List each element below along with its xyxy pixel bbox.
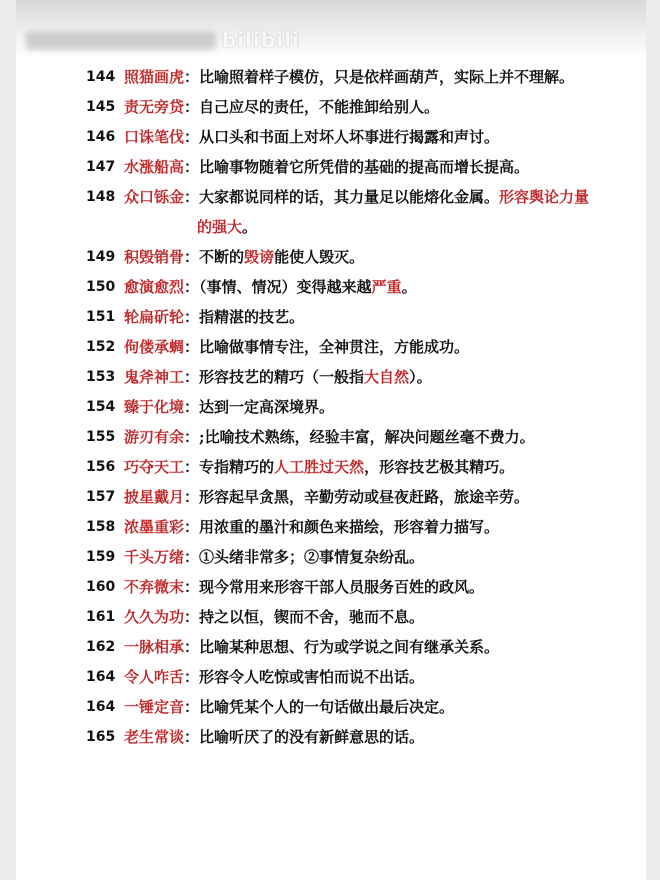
idiom-term: 照猫画虎 [124, 68, 185, 86]
entry-number: 154 [86, 399, 116, 415]
entry-number: 150 [86, 279, 116, 295]
definition-text: 比喻做事情专注，全神贯注，方能成功。 [199, 338, 470, 356]
list-item [86, 662, 634, 692]
entry-number: 144 [86, 69, 116, 85]
idiom-term: 千头万绪 [124, 548, 185, 566]
definition-text: 比喻凭某个人的一句话做出最后决定。 [199, 698, 455, 716]
entry-body [124, 362, 634, 392]
separator: ： [184, 608, 200, 626]
highlighted-text: 人工胜过天然 [274, 458, 365, 476]
highlighted-text: 大自然 [364, 368, 410, 386]
list-item [86, 122, 634, 152]
definition-text: 现今常用来形容干部人员服务百姓的政风。 [199, 578, 485, 596]
entry-body [124, 152, 634, 182]
idiom-term: 浓墨重彩 [124, 518, 185, 536]
separator: ： [184, 698, 200, 716]
separator: ： [184, 188, 200, 206]
idiom-term: 责无旁贷 [124, 98, 185, 116]
entry-number: 165 [86, 729, 116, 745]
list-item [86, 422, 634, 452]
definition-text: 。 [401, 278, 417, 296]
separator: ： [184, 398, 200, 416]
entry-number: 158 [86, 519, 116, 535]
separator: ： [184, 458, 200, 476]
entry-number: 151 [86, 309, 116, 325]
definition-text: 自己应尽的责任，不能推卸给别人。 [199, 98, 440, 116]
entry-body [124, 692, 634, 722]
list-item [86, 92, 634, 122]
definition-text: 不断的 [199, 248, 245, 266]
definition-text: 比喻听厌了的没有新鲜意思的话。 [199, 728, 425, 746]
separator: ： [184, 548, 200, 566]
entry-body [124, 332, 634, 362]
entry-body [124, 182, 634, 242]
idiom-term: 鬼斧神工 [124, 368, 185, 386]
list-item [86, 572, 634, 602]
definition-text: 用浓重的墨汁和颜色来描绘，形容着力描写。 [199, 518, 500, 536]
list-item [86, 392, 634, 422]
definition-text: 比喻照着样子模仿，只是依样画葫芦，实际上并不理解。 [199, 68, 575, 86]
entry-body [124, 422, 634, 452]
entry-number: 160 [86, 579, 116, 595]
idiom-term: 臻于化境 [124, 398, 185, 416]
definition-text: ）。 [409, 368, 432, 386]
separator: ： [184, 368, 200, 386]
idiom-term: 佝偻承蜩 [124, 338, 185, 356]
bilibili-logo: bilibili [222, 28, 300, 52]
idiom-term: 游刃有余 [124, 428, 185, 446]
entry-body [124, 122, 634, 152]
idiom-term: 众口铄金 [124, 188, 185, 206]
entry-number: 147 [86, 159, 116, 175]
definition-text: 持之以恒，锲而不舍，驰而不息。 [199, 608, 425, 626]
list-item [86, 722, 634, 752]
definition-text: 指精湛的技艺。 [199, 308, 305, 326]
entry-body [124, 512, 634, 542]
list-item [86, 452, 634, 482]
definition-text: 形容令人吃惊或害怕而说不出话。 [199, 668, 425, 686]
entry-number: 149 [86, 249, 116, 265]
list-item [86, 692, 634, 722]
list-item [86, 332, 634, 362]
list-item [86, 272, 634, 302]
separator: ： [184, 158, 200, 176]
definition-text: 能使人毁灭。 [274, 248, 365, 266]
idiom-term: 轮扁斫轮 [124, 308, 185, 326]
definition-continuation [124, 212, 634, 242]
separator: ： [184, 728, 200, 746]
list-item [86, 512, 634, 542]
definition-text: 大家都说同样的话，其力量足以能熔化金属。 [199, 188, 500, 206]
entry-number: 148 [86, 189, 116, 205]
definition-text: 从口头和书面上对坏人坏事进行揭露和声讨。 [199, 128, 500, 146]
list-item [86, 482, 634, 512]
entry-body [124, 602, 634, 632]
definition-text: 比喻某种思想、行为或学说之间有继承关系。 [199, 638, 500, 656]
definition-text: ;比喻技术熟练，经验丰富，解决问题丝毫不费力。 [199, 428, 535, 446]
entry-number: 164 [86, 699, 116, 715]
separator: ： [184, 278, 200, 296]
list-item [86, 152, 634, 182]
idiom-term: 老生常谈 [124, 728, 185, 746]
entry-body [124, 632, 634, 662]
idiom-term: 巧夺天工 [124, 458, 185, 476]
separator: ： [184, 308, 200, 326]
idiom-term: 披星戴月 [124, 488, 185, 506]
idiom-term: 一脉相承 [124, 638, 185, 656]
definition-text: 达到一定高深境界。 [199, 398, 335, 416]
entry-body [124, 482, 634, 512]
definition-text: 形容技艺的精巧（一般指 [199, 368, 365, 386]
entry-body [124, 452, 634, 482]
entry-body [124, 62, 634, 92]
document-page [16, 0, 646, 880]
definition-text: ，形容技艺极其精巧。 [364, 458, 515, 476]
entry-body [124, 302, 634, 332]
separator: ： [184, 98, 200, 116]
separator: ： [184, 668, 200, 686]
definition-text: 。 [242, 218, 258, 236]
idiom-term: 久久为功 [124, 608, 185, 626]
highlighted-text: 严重 [371, 278, 402, 296]
entry-number: 156 [86, 459, 116, 475]
highlighted-text: 形容舆论力量 [499, 188, 590, 206]
idiom-term: 口诛笔伐 [124, 128, 185, 146]
entry-body [124, 392, 634, 422]
idiom-term: 水涨船高 [124, 158, 185, 176]
separator: ： [184, 518, 200, 536]
entry-number: 162 [86, 639, 116, 655]
separator: ： [184, 338, 200, 356]
definition-text: （事情、情况）变得越来越 [199, 278, 372, 296]
idiom-term: 不弃微末 [124, 578, 185, 596]
blurred-caption [26, 32, 216, 50]
idiom-term: 积毁销骨 [124, 248, 185, 266]
highlighted-text: 的强大 [197, 218, 243, 236]
entry-number: 152 [86, 339, 116, 355]
list-item [86, 302, 634, 332]
separator: ： [184, 488, 200, 506]
list-item [86, 182, 634, 242]
entry-body [124, 272, 634, 302]
definition-text: 专指精巧的 [199, 458, 275, 476]
entry-body [124, 662, 634, 692]
entry-number: 153 [86, 369, 116, 385]
right-frame [646, 0, 660, 880]
top-banner [16, 0, 646, 58]
list-item [86, 362, 634, 392]
entry-body [124, 722, 634, 752]
entry-body [124, 242, 634, 272]
definition-text: ①头绪非常多；②事情复杂纷乱。 [199, 548, 425, 566]
entry-number: 159 [86, 549, 116, 565]
list-item [86, 602, 634, 632]
separator: ： [184, 638, 200, 656]
entry-number: 161 [86, 609, 116, 625]
list-item [86, 62, 634, 92]
list-item [86, 632, 634, 662]
separator: ： [184, 128, 200, 146]
definition-text: 形容起早贪黑，辛勤劳动或昼夜赶路，旅途辛劳。 [199, 488, 530, 506]
definition-text: 比喻事物随着它所凭借的基础的提高而增长提高。 [199, 158, 530, 176]
highlighted-text: 毁谤 [244, 248, 275, 266]
idiom-list [86, 62, 634, 752]
idiom-term: 愈演愈烈 [124, 278, 185, 296]
entry-number: 146 [86, 129, 116, 145]
idiom-term: 令人咋舌 [124, 668, 185, 686]
idiom-term: 一锤定音 [124, 698, 185, 716]
entry-number: 157 [86, 489, 116, 505]
separator: ： [184, 578, 200, 596]
separator: ： [184, 428, 200, 446]
entry-body [124, 92, 634, 122]
entry-body [124, 542, 634, 572]
entry-number: 145 [86, 99, 116, 115]
list-item [86, 542, 634, 572]
separator: ： [184, 248, 200, 266]
separator: ： [184, 68, 200, 86]
entry-body [124, 572, 634, 602]
left-frame [0, 0, 16, 880]
list-item [86, 242, 634, 272]
entry-number: 155 [86, 429, 116, 445]
entry-number: 164 [86, 669, 116, 685]
